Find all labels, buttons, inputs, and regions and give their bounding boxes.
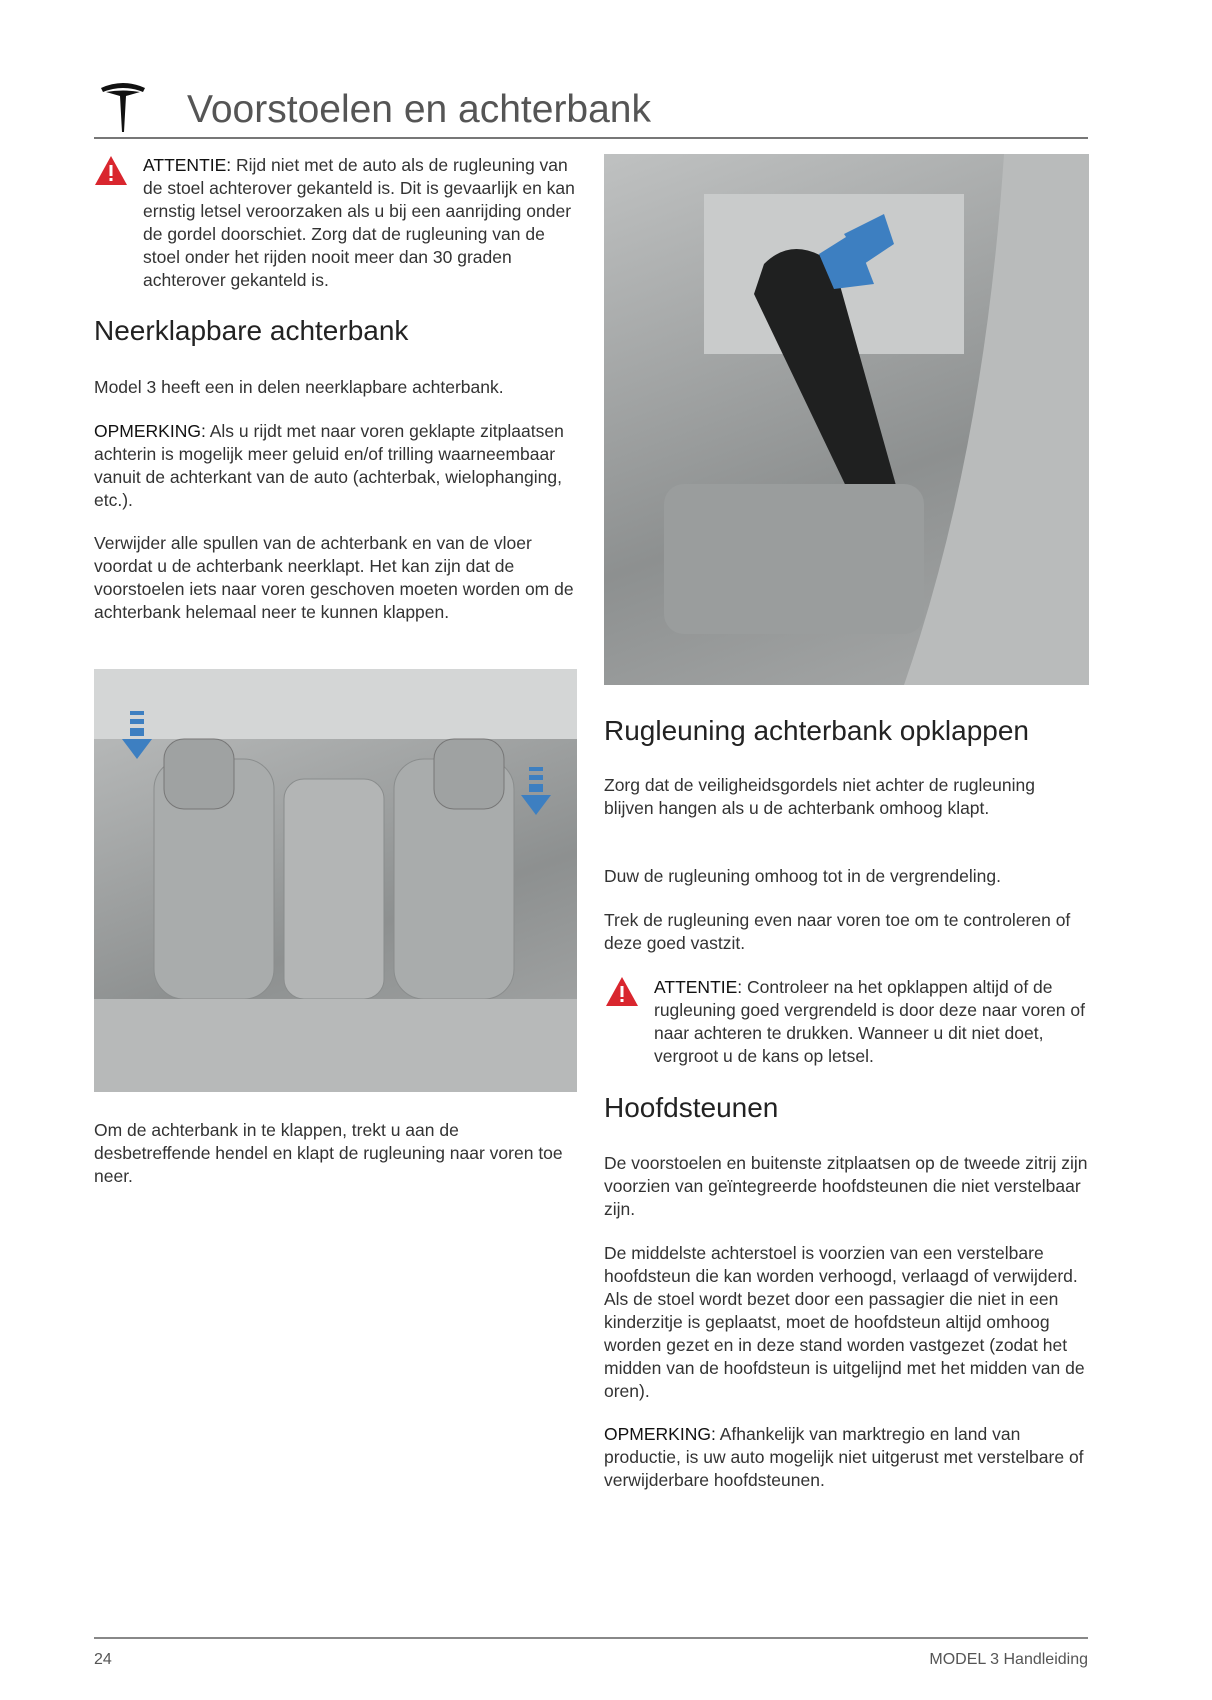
section-heading-rugleuning: Rugleuning achterbank opklappen xyxy=(604,715,1029,746)
paragraph: Duw de rugleuning omhoog tot in de vergrendeling. xyxy=(604,866,1001,886)
note-label: OPMERKING: xyxy=(94,421,206,441)
paragraph: De middelste achterstoel is voorzien van een verstelbare hoofdsteun die kan worden verhoogd, verlaagd of verwijderd. Als de stoel wordt bezet door een passagier die niet in een kinderzitje is geplaatst, moet de hoofdsteun altijd omhoog worden gezet en in deze stand worden vastgezet (zodat het midden van de hoofdsteun is uitgelijnd met het midden van de oren). xyxy=(604,1243,1085,1401)
rear-seat-image xyxy=(94,669,577,1092)
paragraph: Zorg dat de veiligheidsgordels niet achter de rugleuning blijven hangen als u de achterbank omhoog klapt. xyxy=(604,775,1035,818)
note-opmerking-2 xyxy=(604,1423,1088,1492)
paragraph: De voorstoelen en buitenste zitplaatsen op de tweede zitrij zijn voorzien van geïntegreerde hoofdsteunen die niet verstelbaar zijn. xyxy=(604,1153,1088,1219)
folding-seat-image xyxy=(604,154,1089,685)
warning-icon xyxy=(94,155,128,186)
paragraph: Om de achterbank in te klappen, trekt u aan de desbetreffende hendel en klapt de rugleuning naar voren toe neer. xyxy=(94,1120,563,1186)
note-text: Als u rijdt met naar voren geklapte zitplaatsen achterin is mogelijk meer geluid en/of trilling waarneembaar vanuit de achterkant van de auto (achterbak, wielophanging, etc.). xyxy=(94,421,564,510)
footer-divider xyxy=(94,1637,1088,1639)
warning-label: ATTENTIE: xyxy=(654,977,743,997)
warning-text: Controleer na het opklappen altijd of de rugleuning goed vergrendeld is door deze naar voren of naar achteren te drukken. Wanneer u dit niet doet, vergroot u de kans op letsel. xyxy=(654,977,1085,1066)
warning-label: ATTENTIE: xyxy=(143,155,232,175)
warning-icon xyxy=(605,976,639,1007)
paragraph: Verwijder alle spullen van de achterbank en van de vloer voordat u de achterbank neerklapt. Het kan zijn dat de voorstoelen iets naar voren geschoven moeten worden om de achterbank helemaal neer te kunnen klappen. xyxy=(94,533,574,622)
warning-text: Rijd niet met de auto als de rugleuning van de stoel achterover gekanteld is. Dit is gevaarlijk en kan ernstig letsel veroorzaken als u bij een aanrijding onder de gordel doorschiet. Zorg dat de rugleuning van de stoel onder het rijden nooit meer dan 30 graden achterover gekanteld is. xyxy=(143,155,575,290)
section-heading-hoofdsteunen: Hoofdsteunen xyxy=(604,1092,779,1123)
paragraph: Model 3 heeft een in delen neerklapbare achterbank. xyxy=(94,377,504,397)
warning-attentie-1 xyxy=(143,154,583,292)
paragraph: Trek de rugleuning even naar voren toe om te controleren of deze goed vastzit. xyxy=(604,910,1071,953)
page-title: Voorstoelen en achterbank xyxy=(187,88,652,131)
note-opmerking-1 xyxy=(94,420,574,512)
warning-attentie-2 xyxy=(654,976,1090,1068)
tesla-logo xyxy=(98,80,148,132)
note-label: OPMERKING: xyxy=(604,1424,716,1444)
header-divider xyxy=(94,137,1088,139)
section-heading-neerklapbare: Neerklapbare achterbank xyxy=(94,315,409,346)
note-text: Afhankelijk van marktregio en land van productie, is uw auto mogelijk niet uitgerust met verstelbare of verwijderbare hoofdsteunen. xyxy=(604,1424,1084,1490)
manual-title: MODEL 3 Handleiding xyxy=(929,1651,1088,1668)
page-number: 24 xyxy=(94,1651,112,1668)
